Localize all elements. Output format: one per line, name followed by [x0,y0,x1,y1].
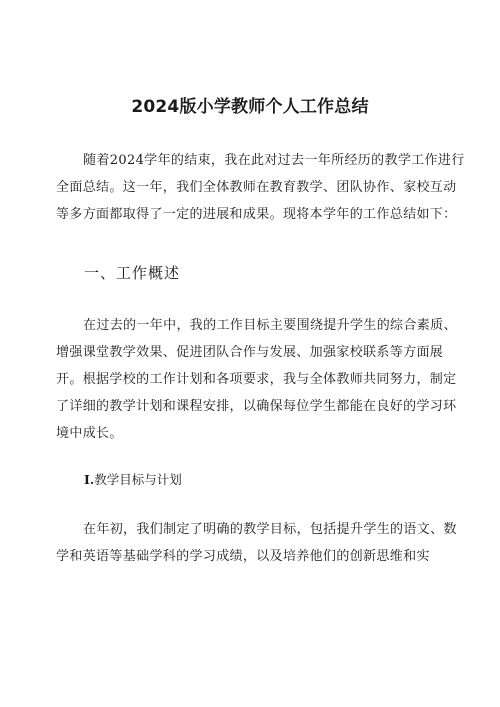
intro-line: 等多方面都取得了一定的进展和成果。现将本学年的工作总结如下： [56,207,457,222]
paragraph-line: 在过去的一年中，我的工作目标主要围绕提升学生的综合素质、 [83,318,457,333]
paragraph-line: 了详细的教学计划和课程安排，以确保每位学生都能在良好的学习环 [56,399,457,414]
subsection-heading-teaching-goals [84,471,182,489]
teaching-goals-paragraph [56,516,457,570]
paragraph-line: 境中成长。 [56,426,123,441]
document-title: 2024版小学教师个人工作总结 [131,97,369,117]
paragraph-line: 开。根据学校的工作计划和各项要求，我与全体教师共同努力，制定 [56,372,457,387]
section-heading-work-overview: 一、工作概述 [84,264,181,282]
intro-line: 随着2024学年的结束，我在此对过去一年所经历的教学工作进行 [83,153,465,168]
paragraph-line: 在年初，我们制定了明确的教学目标，包括提升学生的语文、数 [83,522,457,537]
intro-line: 全面总结。这一年，我们全体教师在教育教学、团队协作、家校互动 [56,180,457,195]
paragraph-line: 学和英语等基础学科的学习成绩，以及培养他们的创新思维和实 [56,549,430,564]
subsection-title: 教学目标与计划 [94,472,182,487]
subsection-number: I. [84,472,95,487]
paragraph-line: 增强课堂教学效果、促进团队合作与发展、加强家校联系等方面展 [56,345,444,360]
work-overview-paragraph [56,312,457,447]
intro-paragraph [56,147,465,228]
